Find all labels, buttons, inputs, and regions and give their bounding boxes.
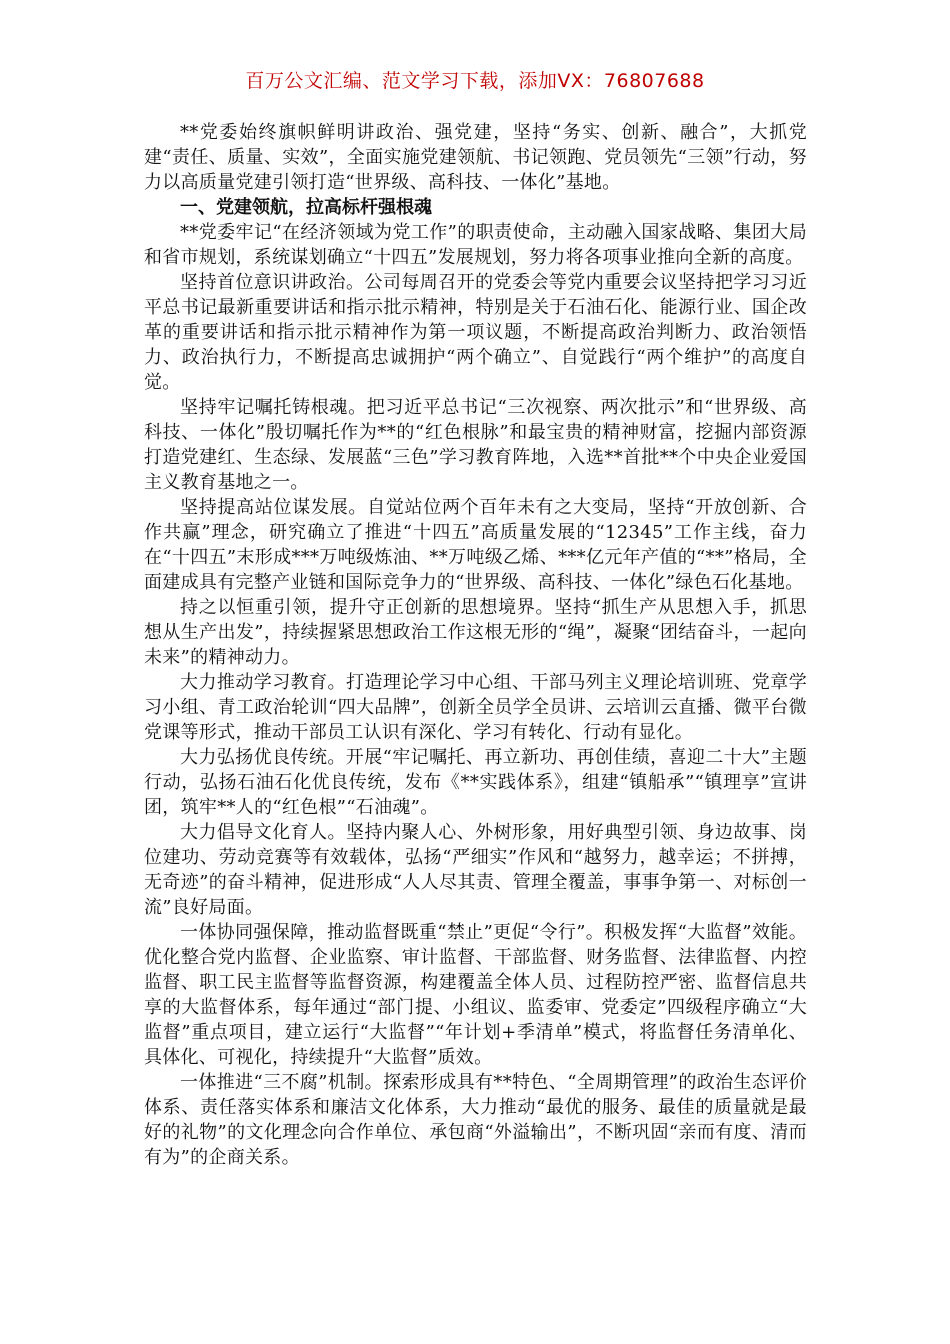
body-paragraph: 坚持提高站位谋发展。自觉站位两个百年未有之大变局，坚持“开放创新、合作共赢”理念，研究确立了推进“十四五”高质量发展的“12345”工作主线，奋力在“十四五”末形成***万吨级炼油、**万吨级乙烯、***亿元年产值的“**”格局，全面建成具有完整产业链和国际竞争力的“世界级、高科技、一体化”绿色石化基地。	[144, 497, 807, 593]
body-paragraph: 大力弘扬优良传统。开展“牢记嘱托、再立新功、再创佳绩，喜迎二十大”主题行动，弘扬石油石化优良传统，发布《**实践体系》，组建“镇船承”“镇理享”宣讲团，筑牢**人的“红色根”“石油魂”。	[144, 747, 807, 818]
body-paragraph: 持之以恒重引领，提升守正创新的思想境界。坚持“抓生产从思想入手，抓思想从生产出发”，持续握紧思想政治工作这根无形的“绳”，凝聚“团结奋斗，一起向未来”的精神动力。	[144, 597, 807, 668]
body-paragraph: **党委牢记“在经济领域为党工作”的职责使命，主动融入国家战略、集团大局和省市规划，系统谋划确立“十四五”发展规划，努力将各项事业推向全新的高度。	[144, 222, 807, 268]
body-paragraph: 一体推进“三不腐”机制。探索形成具有**特色、“全周期管理”的政治生态评价体系、责任落实体系和廉洁文化体系，大力推动“最优的服务、最佳的质量就是最好的礼物”的文化理念向合作单位、承包商“外溢输出”，不断巩固“亲而有度、清而有为”的企商关系。	[144, 1072, 807, 1168]
intro-paragraph: **党委始终旗帜鲜明讲政治、强党建，坚持“务实、创新、融合”，大抓党建“责任、质量、实效”，全面实施党建领航、书记领跑、党员领先“三领”行动，努力以高质量党建引领打造“世界级、高科技、一体化”基地。	[144, 122, 807, 193]
body-paragraph: 大力推动学习教育。打造理论学习中心组、干部马列主义理论培训班、党章学习小组、青工政治轮训“四大品牌”，创新全员学全员讲、云培训云直播、微平台微党课等形式，推动干部员工认识有深化、学习有转化、行动有显化。	[144, 672, 807, 743]
section-heading: 一、党建领航，拉高标杆强根魂	[180, 197, 432, 218]
body-paragraph: 一体协同强保障，推动监督既重“禁止”更促“令行”。积极发挥“大监督”效能。优化整合党内监督、企业监察、审计监督、干部监督、财务监督、法律监督、内控监督、职工民主监督等监督资源，构建覆盖全体人员、过程防控严密、监督信息共享的大监督体系，每年通过“部门提、小组议、监委审、党委定”四级程序确立“大监督”重点项目，建立运行“大监督”“年计划+季清单”模式，将监督任务清单化、具体化、可视化，持续提升“大监督”质效。	[144, 922, 807, 1068]
body-paragraph: 坚持首位意识讲政治。公司每周召开的党委会等党内重要会议坚持把学习习近平总书记最新重要讲话和指示批示精神，特别是关于石油石化、能源行业、国企改革的重要讲话和指示批示精神作为第一项议题，不断提高政治判断力、政治领悟力、政治执行力，不断提高忠诚拥护“两个确立”、自觉践行“两个维护”的高度自觉。	[144, 272, 807, 393]
watermark-banner: 百万公文汇编、范文学习下载，添加VX：76807688	[245, 70, 705, 92]
document-body	[144, 120, 807, 1170]
body-paragraph: 大力倡导文化育人。坚持内聚人心、外树形象，用好典型引领、身边故事、岗位建功、劳动竞赛等有效载体，弘扬“严细实”作风和“越努力，越幸运；不拼搏，无奇迹”的奋斗精神，促进形成“人人尽其责、管理全覆盖，事事争第一、对标创一流”良好局面。	[144, 822, 807, 918]
body-paragraph: 坚持牢记嘱托铸根魂。把习近平总书记“三次视察、两次批示”和“世界级、高科技、一体化”殷切嘱托作为**的“红色根脉”和最宝贵的精神财富，挖掘内部资源打造党建红、生态绿、发展蓝“三色”学习教育阵地，入选**首批**个中央企业爱国主义教育基地之一。	[144, 397, 807, 493]
